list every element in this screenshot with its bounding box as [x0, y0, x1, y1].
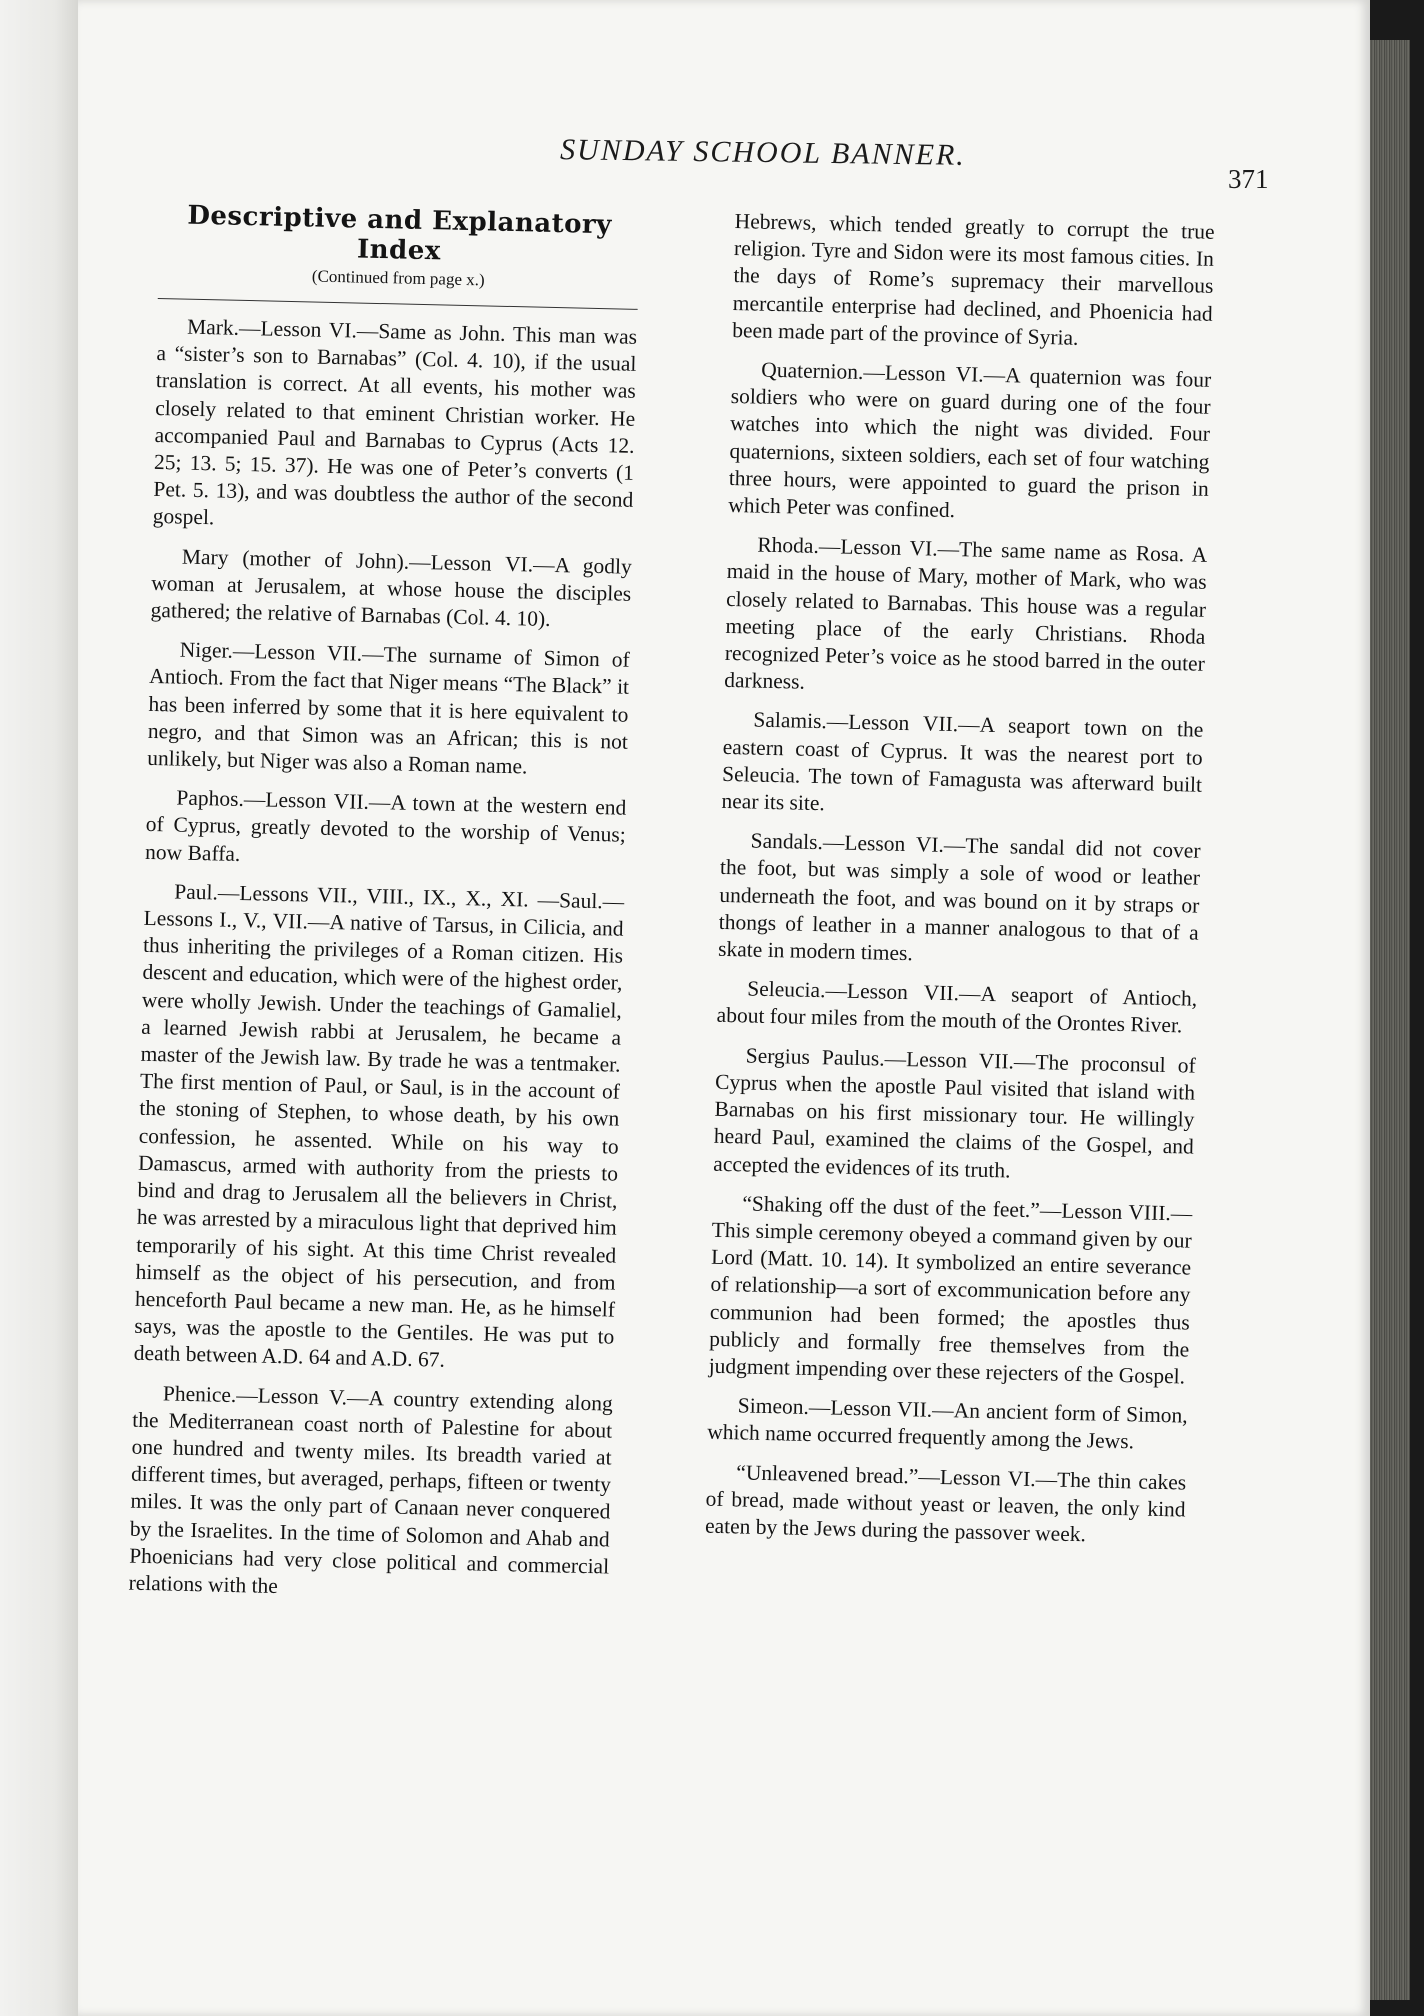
right-column — [705, 208, 1215, 1563]
facing-page-margin — [0, 0, 78, 2016]
book-page-edges — [1370, 40, 1410, 2000]
left-column — [128, 200, 640, 1620]
index-entry-sergius-paulus: Sergius Paulus.—Lesson VII.—The proconsul of Cyprus when the apostle Paul visited that island with Barnabas on his first missionary tour. He willingly heard Paul, examined the claims of the Gospel, and accepted the evidences of its truth. — [713, 1043, 1196, 1182]
index-entry-phenice-continued: Hebrews, which tended greatly to corrupt the true religion. Tyre and Sidon were its most famous cities. In the days of Rome’s supremacy their marvellous mercantile enterprise had declined, and Phoenicia had been made part of the province of Syria. — [731, 208, 1215, 350]
index-entry-quaternion: Quaternion.—Lesson VI.—A quaternion was four soldiers who were on guard during one of the four watches into which the night was divided. Four quaternions, sixteen soldiers, each set of four watching three hours, were appointed to guard the prison in which Peter was confined. — [727, 357, 1212, 523]
index-entry-mark: Mark.—Lesson VI.—Same as John. This man was a “sister’s son to Barnabas” (Col. 4. 10), if the usual translation is correct. At all events, his mother was closely related to that eminent Christian worker. He accompanied Paul and Barnabas to Cyprus (Acts 12. 25; 13. 5; 15. 37). He was one of Peter’s converts (1 Pet. 5. 13), and was doubtless the author of the second gospel. — [152, 314, 638, 530]
running-title: SUNDAY SCHOOL BANNER. — [559, 133, 967, 172]
continued-note: (Continued from page x.) — [311, 266, 485, 290]
index-title: Descriptive and Explanatory Index — [187, 200, 613, 267]
index-entry-seleucia: Seleucia.—Lesson VII.—A seaport of Antioch, about four miles from the mouth of the Orontes River. — [716, 976, 1198, 1038]
index-entry-rhoda: Rhoda.—Lesson VI.—The same name as Rosa. A maid in the house of Mary, mother of Mark, who was closely related to Barnabas. This house was a regular meeting place of the early Christians. Rhoda recognized Peter’s voice as he stood barred in the outer darkness. — [724, 532, 1208, 694]
index-entry-salamis: Salamis.—Lesson VII.—A seaport town on the eastern coast of Cyprus. It was the nearest port to Seleucia. The town of Famagusta was afterward built near its site. — [721, 708, 1204, 816]
index-entry-simeon: Simeon.—Lesson VII.—An ancient form of Simon, which name occurred frequently among the Jews. — [706, 1393, 1188, 1454]
index-entry-mary: Mary (mother of John).—Lesson VI.—A godly woman at Jerusalem, at whose house the disciples gathered; the relative of Barnabas (Col. 4. 10). — [150, 544, 633, 631]
index-entry-phenice: Phenice.—Lesson V.—A country extending along the Mediterranean coast north of Palestine for about one hundred and twenty miles. Its breadth varied at different times, but averaged, perhaps, fifteen or twenty miles. It was the only part of Canaan never conquered by the Israelites. In the time of Solomon and Ahab and Phoenicians had very close political and commercial relations with the — [128, 1380, 614, 1598]
title-rule — [158, 298, 638, 310]
page-number: 371 — [1228, 164, 1269, 194]
index-entry-sandals: Sandals.—Lesson VI.—The sandal did not cover the foot, but was simply a sole of wood or leather underneath the foot, and was bound on it by straps or thongs of leather in a manner analogous to that of a skate in modern times. — [717, 828, 1201, 966]
index-entry-niger: Niger.—Lesson VII.—The surname of Simon of Antioch. From the fact that Niger means “The Black” it has been inferred by some that it is here equivalent to negro, and that Simon was an African; this is not unlikely, but Niger was also a Roman name. — [147, 637, 630, 779]
index-entry-paphos: Paphos.—Lesson VII.—A town at the western end of Cyprus, greatly devoted to the worship of Venus; now Baffa. — [144, 785, 627, 866]
index-entry-unleavened-bread: “Unleavened bread.”—Lesson VI.—The thin cakes of bread, made without yeast or leaven, the only kind eaten by the Jews during the passover week. — [704, 1459, 1187, 1547]
index-entry-shaking-off-dust: “Shaking off the dust of the feet.”—Lesson VIII.—This simple ceremony obeyed a command given by our Lord (Matt. 10. 14). It symbolized an entire severance of relationship—a sort of excommunication before any communion had been formed; the apostles thus publicly and formally free themselves from the judgment impending over these rejecters of the Gospel. — [708, 1191, 1193, 1389]
index-entry-paul: Paul.—Lessons VII., VIII., IX., X., XI. —Saul.—Lessons I., V., VII.—A native of Tarsus, in Cilicia, and thus inheriting the privileges of a Roman citizen. His descent and education, which were of the highest order, were wholly Jewish. Under the teachings of Gamaliel, a learned Jewish rabbi at Jerusalem, he became a master of the Jewish law. By trade he was a tentmaker. The first mention of Paul, or Saul, is in the account of the stoning of Stephen, to whose death, by his own confession, he assented. While on his way to Damascus, armed with authority from the priests to bind and drag to Jerusalem all the believers in Christ, he was arrested by a miraculous light that deprived him temporarily of his sight. At this time Christ revealed himself as the object of his persecution, and from henceforth Paul became a new man. He, as he himself says, was the apostle to the Gentiles. He was put to death between A.D. 64 and A.D. 67. — [133, 879, 625, 1373]
